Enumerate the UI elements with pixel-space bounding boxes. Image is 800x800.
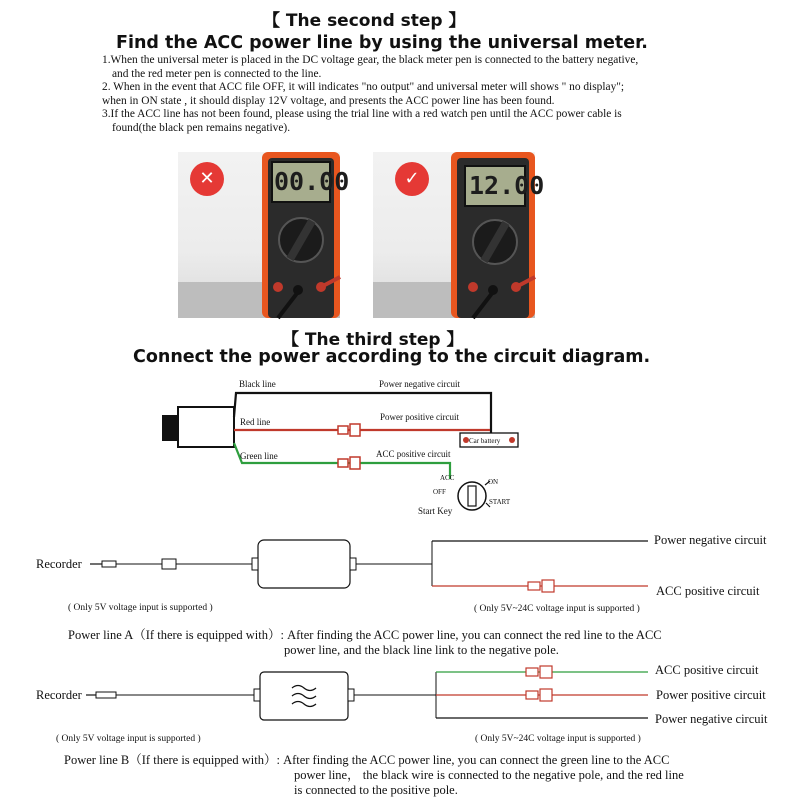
- step3-heading: Connect the power according to the circuit diagram.: [133, 347, 651, 367]
- desc-label: Power line A（If there is equipped with）:: [68, 628, 284, 642]
- red-line-label: Red line: [240, 417, 271, 427]
- instruction-line: 3.If the ACC line has not been found, please using the trial line with a red watch pen until the ACC power cable is: [102, 108, 622, 121]
- instruction-line: and the red meter pen is connected to the line.: [112, 67, 322, 80]
- note-left-b: ( Only 5V voltage input is supported ): [56, 734, 201, 744]
- desc-label: Power line B（If there is equipped with）:: [64, 753, 280, 767]
- power-negative-label-a: Power negative circuit: [654, 533, 767, 547]
- power-line-a-description: [68, 627, 662, 643]
- car-battery-label: Car battery: [469, 437, 501, 445]
- recorder-label-a: Recorder: [36, 557, 82, 571]
- meter-reading: 12.00: [469, 171, 545, 200]
- desc-text: power line, and the black line link to the negative pole.: [284, 643, 559, 657]
- instruction-line: 2. When in the event that ACC file OFF, it will indicates "no output" and universal meter will shows " no display";: [102, 81, 625, 94]
- desc-text: After finding the ACC power line, you can connect the green line to the ACC: [283, 753, 670, 767]
- instruction-line: 1.When the universal meter is placed in the DC voltage gear, the black meter pen is connected to the battery negative,: [102, 54, 639, 66]
- note-right-a: ( Only 5V~24C voltage input is supported ): [474, 604, 640, 614]
- power-positive-label: Power positive circuit: [380, 412, 459, 422]
- meter-reading: 00.00: [274, 167, 350, 196]
- wrong-icon: ✕: [190, 162, 224, 196]
- step3-title: 【 The third step 】: [282, 330, 464, 350]
- power-line-b-description: [64, 752, 669, 768]
- step2-title: 【 The second step 】: [263, 11, 466, 31]
- key-on-label: ON: [488, 478, 499, 486]
- meter-photo-wrong: [178, 152, 350, 318]
- power-negative-label-b: Power negative circuit: [655, 712, 768, 726]
- note-right-b: ( Only 5V~24C voltage input is supported ): [475, 734, 641, 744]
- desc-text: is connected to the positive pole.: [294, 783, 458, 797]
- acc-positive-label: ACC positive circuit: [376, 449, 451, 459]
- black-line-label: Black line: [239, 379, 276, 389]
- key-acc-label: ACC: [440, 474, 455, 482]
- recorder-label-b: Recorder: [36, 688, 82, 702]
- desc-text: After finding the ACC power line, you can connect the red line to the ACC: [287, 628, 662, 642]
- note-left-a: ( Only 5V voltage input is supported ): [68, 603, 213, 613]
- usb-plug-icon: [96, 692, 116, 698]
- acc-positive-label-a: ACC positive circuit: [656, 584, 760, 598]
- usb-plug-icon: [102, 561, 116, 567]
- acc-positive-label-b: ACC positive circuit: [655, 663, 759, 677]
- step2-instructions: [102, 54, 638, 136]
- instruction-line: found(the black pen remains negative).: [112, 121, 291, 134]
- desc-text: power line， the black wire is connected to the negative pole, and the red line: [294, 768, 684, 782]
- meter-photo-right: [373, 152, 545, 318]
- start-key-label: Start Key: [418, 506, 453, 516]
- key-off-label: OFF: [433, 488, 446, 496]
- power-positive-label-b: Power positive circuit: [656, 688, 766, 702]
- power-negative-label: Power negative circuit: [379, 379, 460, 389]
- key-start-label: START: [489, 498, 511, 506]
- converter-box: [258, 540, 350, 588]
- green-line-label: Green line: [240, 451, 278, 461]
- step2-heading: Find the ACC power line by using the universal meter.: [116, 33, 648, 53]
- instruction-line: when in ON state , it should display 12V voltage, and presents the ACC power line has been found.: [102, 94, 555, 107]
- check-icon: ✓: [395, 162, 429, 196]
